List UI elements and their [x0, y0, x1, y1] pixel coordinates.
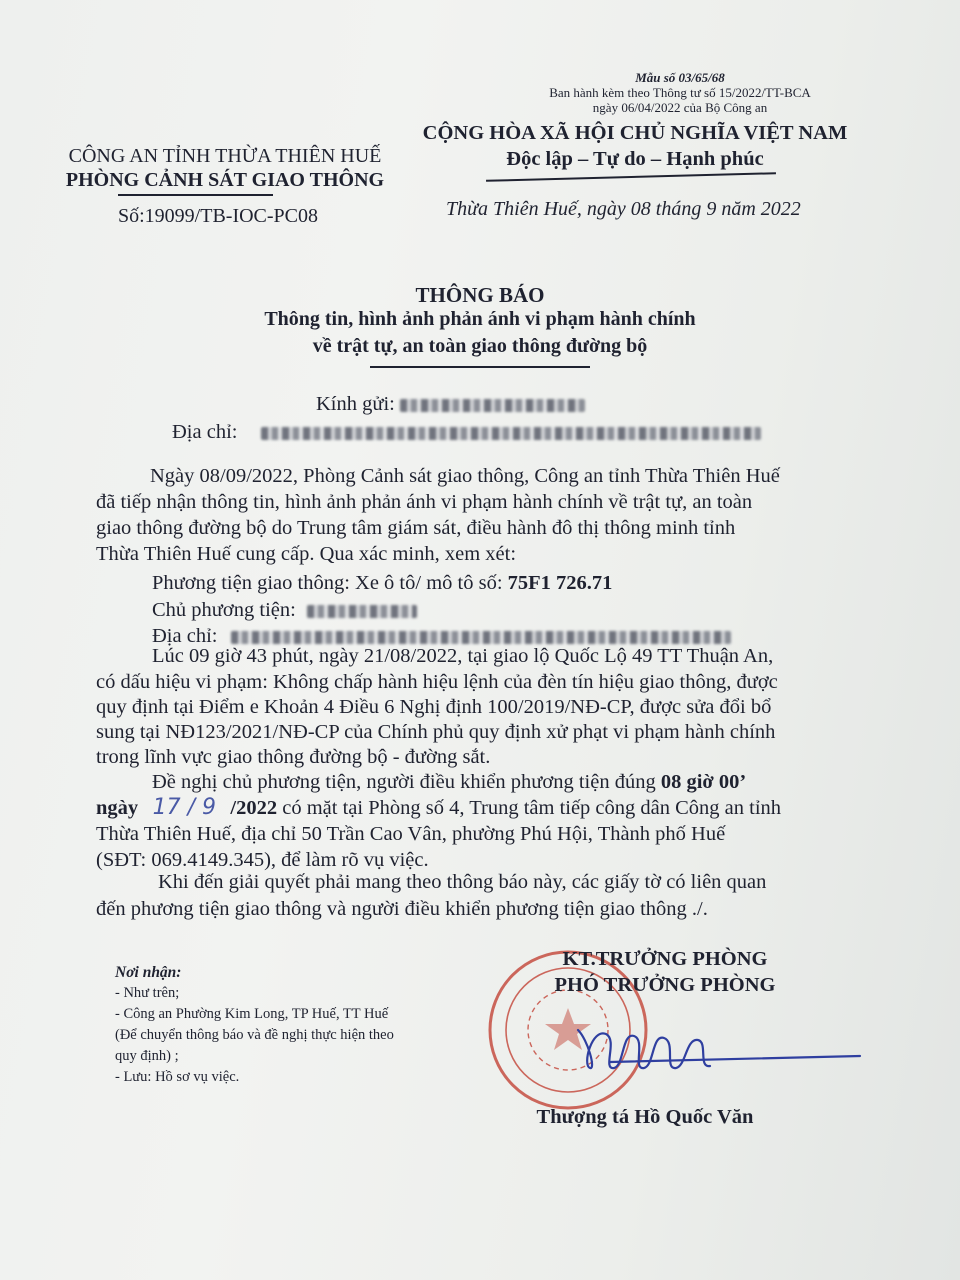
owner-address-label: Địa chỉ:: [152, 625, 218, 647]
body-line: đã tiếp nhận thông tin, hình ảnh phản ánh vi phạm hành chính về trật tự, an toàn: [96, 491, 753, 513]
document-reference-number: Số:19099/TB-IOC-PC08: [118, 205, 319, 227]
addressee-address-label: Địa chỉ:: [172, 421, 238, 443]
signatory-name: Thượng tá Hồ Quốc Văn: [536, 1106, 754, 1128]
nation-name: CỘNG HÒA XÃ HỘI CHỦ NGHĨA VIỆT NAM: [422, 122, 848, 144]
handwritten-date: 17 / 9: [152, 795, 216, 820]
body-line: Lúc 09 giờ 43 phút, ngày 21/08/2022, tại giao lộ Quốc Lộ 49 TT Thuận An,: [152, 645, 774, 667]
form-issued-by: Ban hành kèm theo Thông tư số 15/2022/TT-BCA: [549, 85, 811, 100]
day-label: ngày: [96, 797, 139, 819]
nation-motto: Độc lập – Tự do – Hạnh phúc: [506, 148, 764, 170]
body-line: trong lĩnh vực giao thông đường bộ - đường sắt.: [96, 746, 491, 768]
appointment-time: 08 giờ 00’: [660, 771, 747, 793]
appointment-text: Đề nghị chủ phương tiện, người điều khiển phương tiện đúng: [152, 771, 661, 793]
addressee-label: Kính gửi:: [316, 393, 395, 415]
subtitle-line-1: Thông tin, hình ảnh phản ánh vi phạm hành chính: [264, 308, 696, 330]
owner-label: Chủ phương tiện:: [152, 599, 296, 621]
recipients-title: Nơi nhận:: [115, 964, 182, 981]
body-line: Thừa Thiên Huế cung cấp. Qua xác minh, xem xét:: [96, 543, 517, 565]
recipient-item: (Để chuyển thông báo và đề nghị thực hiện theo: [115, 1027, 394, 1043]
body-line: Ngày 08/09/2022, Phòng Cảnh sát giao thông, Công an tỉnh Thừa Thiên Huế: [150, 465, 780, 487]
body-line: đến phương tiện giao thông và người điều khiển phương tiện giao thông ./.: [96, 898, 708, 920]
body-line: Khi đến giải quyết phải mang theo thông báo này, các giấy tờ có liên quan: [158, 871, 767, 893]
agency-parent: CÔNG AN TỈNH THỪA THIÊN HUẾ: [68, 145, 382, 167]
signatory-deputy: PHÓ TRƯỞNG PHÒNG: [554, 974, 776, 996]
appointment-year: /2022: [230, 797, 278, 819]
recipient-item: - Công an Phường Kim Long, TP Huế, TT Huế: [115, 1006, 389, 1022]
place-and-date: Thừa Thiên Huế, ngày 08 tháng 9 năm 2022: [446, 198, 801, 220]
license-plate: 75F1 726.71: [507, 572, 613, 594]
form-number: Mẫu số 03/65/68: [635, 70, 725, 85]
signatory-title: KT.TRƯỞNG PHÒNG: [562, 948, 768, 970]
body-line: giao thông đường bộ do Trung tâm giám sát, điều hành đô thị thông minh tỉnh: [96, 517, 736, 539]
recipient-item: - Như trên;: [115, 985, 180, 1001]
vehicle-label: Phương tiện giao thông: Xe ô tô/ mô tô số:: [152, 572, 508, 594]
recipient-item: quy định) ;: [115, 1048, 179, 1064]
form-issue-date: ngày 06/04/2022 của Bộ Công an: [592, 100, 768, 115]
recipient-item: - Lưu: Hồ sơ vụ việc.: [115, 1069, 240, 1085]
document-title: THÔNG BÁO: [415, 283, 545, 307]
agency-department: PHÒNG CẢNH SÁT GIAO THÔNG: [65, 169, 385, 191]
body-line: quy định tại Điểm e Khoản 4 Điều 6 Nghị định 100/2019/NĐ-CP, được sửa đổi bổ: [96, 696, 772, 718]
appointment-place: có mặt tại Phòng số 4, Trung tâm tiếp công dân Công an tỉnh: [277, 797, 782, 819]
subtitle-line-2: về trật tự, an toàn giao thông đường bộ: [312, 335, 648, 357]
body-line: có dấu hiệu vi phạm: Không chấp hành hiệu lệnh của đèn tín hiệu giao thông, được: [96, 671, 778, 693]
body-line: (SĐT: 069.4149.345), để làm rõ vụ việc.: [96, 849, 429, 871]
body-line: sung tại NĐ123/2021/NĐ-CP của Chính phủ quy định xử phạt vi phạm hành chính: [96, 721, 776, 743]
body-line: Thừa Thiên Huế, địa chỉ 50 Trần Cao Vân, phường Phú Hội, Thành phố Huế: [96, 823, 726, 845]
signature: [578, 1030, 860, 1068]
